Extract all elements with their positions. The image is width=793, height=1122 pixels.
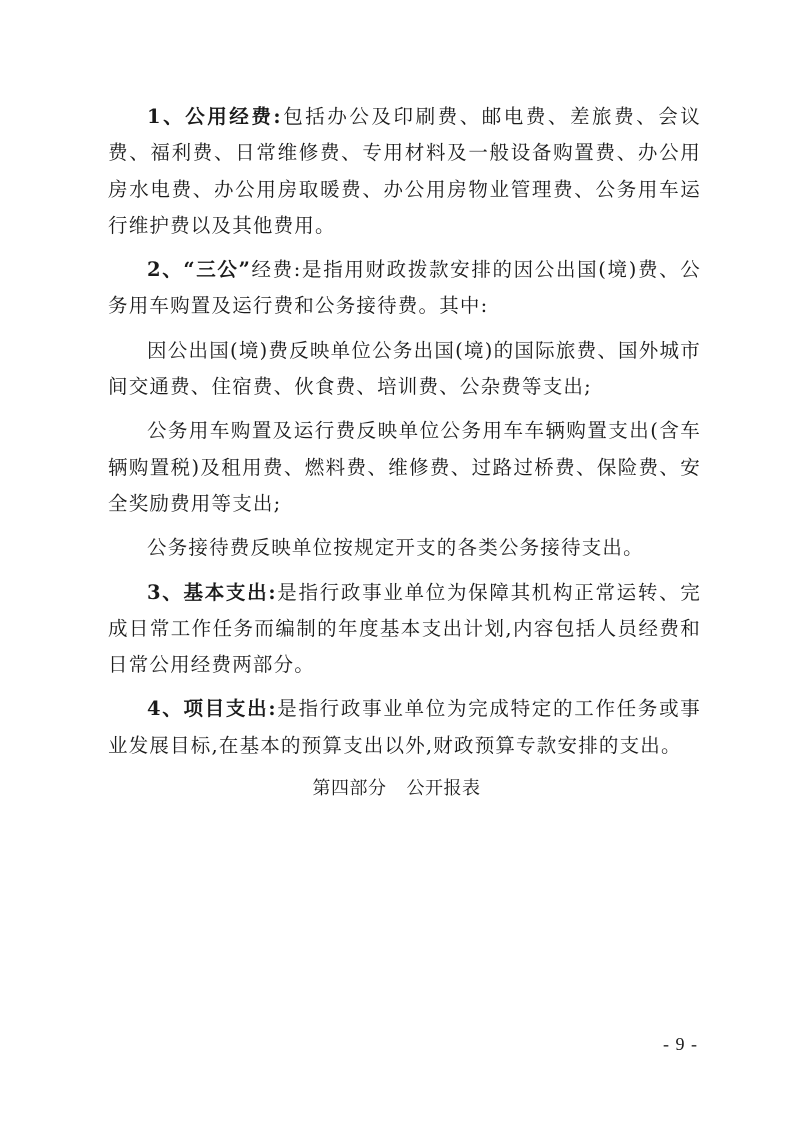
term-label: 2、“三公” — [147, 258, 252, 282]
definition-project-expenditure — [108, 691, 701, 764]
definition-three-public — [108, 252, 701, 325]
document-body — [108, 99, 701, 772]
page-number: - 9 - — [663, 1034, 698, 1054]
definition-text: 是指行政事业单位为保障其机构正常运转、完成日常工作任务而编制的年度基本支出计划,内容包括人员经费和日常公用经费两部分。 — [108, 580, 701, 677]
section-title: 公开报表 — [406, 778, 481, 799]
paragraph-text: 公务接待费反映单位按规定开支的各类公务接待支出。 — [147, 536, 644, 560]
section-part: 第四部分 — [312, 778, 387, 799]
term-label: 3、基本支出: — [147, 580, 277, 604]
definition-text: 包括办公及印刷费、邮电费、差旅费、会议费、福利费、日常维修费、专用材料及一般设备购置费、办公用房水电费、办公用房取暖费、办公用房物业管理费、公务用车运行维护费以及其他费用。 — [108, 105, 701, 237]
sub-paragraph-overseas-travel — [108, 333, 701, 406]
term-label: 1、公用经费: — [147, 105, 282, 128]
section-heading — [0, 774, 793, 800]
sub-paragraph-reception — [108, 530, 701, 566]
definition-text: 是指行政事业单位为完成特定的工作任务或事业发展目标,在基本的预算支出以外,财政预算专款安排的支出。 — [108, 697, 701, 757]
term-label: 4、项目支出: — [147, 697, 277, 721]
paragraph-text: 因公出国(境)费反映单位公务出国(境)的国际旅费、国外城市间交通费、住宿费、伙食费、培训费、公杂费等支出; — [108, 338, 701, 399]
paragraph-text: 公务用车购置及运行费反映单位公务用车车辆购置支出(含车辆购置税)及租用费、燃料费、维修费、过路过桥费、保险费、安全奖励费用等支出; — [108, 419, 701, 515]
definition-public-funds — [108, 99, 701, 244]
definition-text: 经费:是指用财政拨款安排的因公出国(境)费、公务用车购置及运行费和公务接待费。其中: — [108, 258, 702, 318]
sub-paragraph-vehicle — [108, 413, 701, 522]
definition-basic-expenditure — [108, 575, 701, 684]
